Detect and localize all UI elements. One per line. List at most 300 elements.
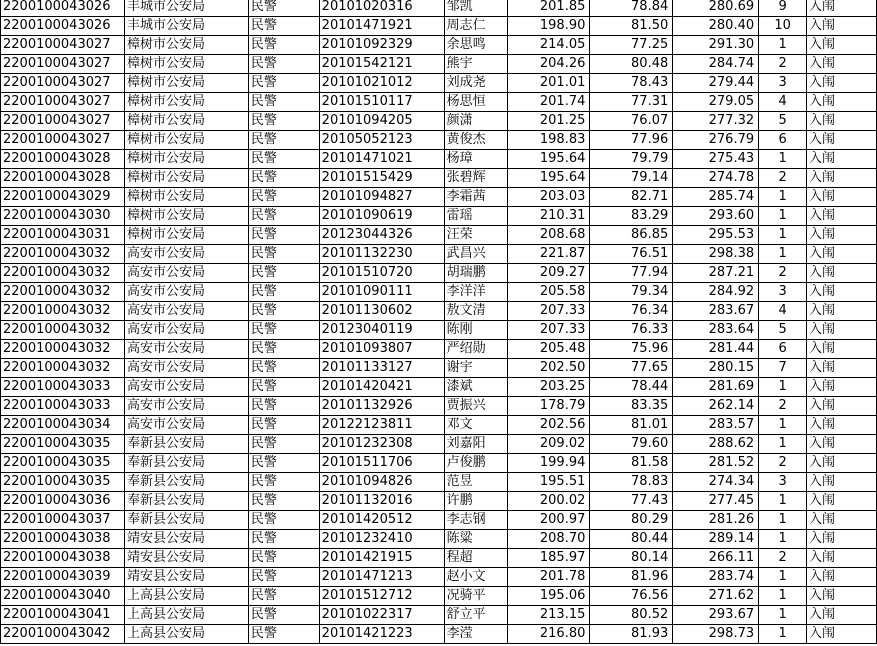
position-code-cell: 2200100043030	[1, 207, 125, 226]
rank-cell: 1	[759, 150, 807, 169]
rank-cell: 6	[759, 131, 807, 150]
status-cell: 入闱	[807, 435, 877, 454]
rank-cell: 6	[759, 340, 807, 359]
written-score-cell: 201.01	[507, 74, 590, 93]
candidate-name-cell: 张碧辉	[444, 169, 507, 188]
physical-score-cell: 83.29	[590, 207, 673, 226]
employer-cell: 樟树市公安局	[124, 131, 248, 150]
written-score-cell: 221.87	[507, 245, 590, 264]
table-row	[1, 264, 877, 283]
total-score-cell: 283.57	[673, 416, 759, 435]
status-cell: 入闱	[807, 321, 877, 340]
employer-cell: 靖安县公安局	[124, 568, 248, 587]
table-row	[1, 340, 877, 359]
position-code-cell: 2200100043027	[1, 112, 125, 131]
table-row	[1, 36, 877, 55]
candidate-name-cell: 卢俊鹏	[444, 454, 507, 473]
exam-number-cell: 20101510117	[319, 93, 444, 112]
job-type-cell: 民警	[248, 264, 319, 283]
physical-score-cell: 81.01	[590, 416, 673, 435]
rank-cell: 1	[759, 207, 807, 226]
job-type-cell: 民警	[248, 492, 319, 511]
employer-cell: 靖安县公安局	[124, 530, 248, 549]
rank-cell: 2	[759, 454, 807, 473]
physical-score-cell: 81.96	[590, 568, 673, 587]
physical-score-cell: 76.56	[590, 587, 673, 606]
written-score-cell: 199.94	[507, 454, 590, 473]
status-cell: 入闱	[807, 93, 877, 112]
physical-score-cell: 78.84	[590, 0, 673, 17]
table-row	[1, 245, 877, 264]
written-score-cell: 201.78	[507, 568, 590, 587]
position-code-cell: 2200100043027	[1, 93, 125, 112]
employer-cell: 樟树市公安局	[124, 150, 248, 169]
status-cell: 入闱	[807, 302, 877, 321]
written-score-cell: 203.25	[507, 378, 590, 397]
employer-cell: 高安市公安局	[124, 359, 248, 378]
table-row	[1, 93, 877, 112]
employer-cell: 樟树市公安局	[124, 207, 248, 226]
table-row	[1, 530, 877, 549]
job-type-cell: 民警	[248, 207, 319, 226]
rank-cell: 9	[759, 0, 807, 17]
employer-cell: 高安市公安局	[124, 397, 248, 416]
status-cell: 入闱	[807, 416, 877, 435]
job-type-cell: 民警	[248, 226, 319, 245]
candidate-name-cell: 程超	[444, 549, 507, 568]
job-type-cell: 民警	[248, 321, 319, 340]
exam-number-cell: 20101420512	[319, 511, 444, 530]
written-score-cell: 208.70	[507, 530, 590, 549]
physical-score-cell: 80.14	[590, 549, 673, 568]
candidate-name-cell: 刘嘉阳	[444, 435, 507, 454]
rank-cell: 1	[759, 511, 807, 530]
physical-score-cell: 77.96	[590, 131, 673, 150]
position-code-cell: 2200100043032	[1, 340, 125, 359]
position-code-cell: 2200100043039	[1, 568, 125, 587]
job-type-cell: 民警	[248, 245, 319, 264]
exam-number-cell: 20101020316	[319, 0, 444, 17]
written-score-cell: 195.64	[507, 150, 590, 169]
exam-number-cell: 20101510720	[319, 264, 444, 283]
rank-cell: 2	[759, 397, 807, 416]
status-cell: 入闱	[807, 188, 877, 207]
candidate-name-cell: 熊宇	[444, 55, 507, 74]
physical-score-cell: 78.43	[590, 74, 673, 93]
rank-cell: 1	[759, 492, 807, 511]
written-score-cell: 201.85	[507, 0, 590, 17]
physical-score-cell: 81.58	[590, 454, 673, 473]
status-cell: 入闱	[807, 454, 877, 473]
job-type-cell: 民警	[248, 112, 319, 131]
rank-cell: 1	[759, 36, 807, 55]
written-score-cell: 204.26	[507, 55, 590, 74]
table-row	[1, 549, 877, 568]
position-code-cell: 2200100043027	[1, 36, 125, 55]
status-cell: 入闱	[807, 549, 877, 568]
employer-cell: 高安市公安局	[124, 416, 248, 435]
table-row	[1, 0, 877, 17]
physical-score-cell: 79.79	[590, 150, 673, 169]
position-code-cell: 2200100043040	[1, 587, 125, 606]
job-type-cell: 民警	[248, 397, 319, 416]
job-type-cell: 民警	[248, 435, 319, 454]
exam-number-cell: 20123040119	[319, 321, 444, 340]
rank-cell: 1	[759, 606, 807, 625]
job-type-cell: 民警	[248, 93, 319, 112]
rank-cell: 5	[759, 321, 807, 340]
rank-cell: 1	[759, 378, 807, 397]
written-score-cell: 200.97	[507, 511, 590, 530]
job-type-cell: 民警	[248, 131, 319, 150]
total-score-cell: 281.69	[673, 378, 759, 397]
table-row	[1, 283, 877, 302]
total-score-cell: 283.74	[673, 568, 759, 587]
status-cell: 入闱	[807, 245, 877, 264]
employer-cell: 丰城市公安局	[124, 0, 248, 17]
job-type-cell: 民警	[248, 74, 319, 93]
rank-cell: 4	[759, 93, 807, 112]
exam-number-cell: 20101132016	[319, 492, 444, 511]
rank-cell: 1	[759, 530, 807, 549]
written-score-cell: 195.64	[507, 169, 590, 188]
physical-score-cell: 77.94	[590, 264, 673, 283]
candidate-name-cell: 谢宇	[444, 359, 507, 378]
candidate-name-cell: 陈刚	[444, 321, 507, 340]
table-row	[1, 207, 877, 226]
status-cell: 入闱	[807, 473, 877, 492]
total-score-cell: 280.15	[673, 359, 759, 378]
job-type-cell: 民警	[248, 530, 319, 549]
written-score-cell: 205.58	[507, 283, 590, 302]
job-type-cell: 民警	[248, 302, 319, 321]
written-score-cell: 200.02	[507, 492, 590, 511]
table-row	[1, 397, 877, 416]
exam-number-cell: 20101090619	[319, 207, 444, 226]
table-row	[1, 625, 877, 644]
status-cell: 入闱	[807, 169, 877, 188]
position-code-cell: 2200100043029	[1, 188, 125, 207]
job-type-cell: 民警	[248, 587, 319, 606]
employer-cell: 上高县公安局	[124, 587, 248, 606]
table-row	[1, 169, 877, 188]
written-score-cell: 209.27	[507, 264, 590, 283]
exam-number-cell: 20101515429	[319, 169, 444, 188]
written-score-cell: 203.03	[507, 188, 590, 207]
table-row	[1, 302, 877, 321]
position-code-cell: 2200100043028	[1, 169, 125, 188]
candidate-name-cell: 陈粱	[444, 530, 507, 549]
position-code-cell: 2200100043032	[1, 321, 125, 340]
candidate-name-cell: 舒立平	[444, 606, 507, 625]
table-row	[1, 150, 877, 169]
rank-cell: 10	[759, 17, 807, 36]
position-code-cell: 2200100043033	[1, 397, 125, 416]
candidate-name-cell: 贾振兴	[444, 397, 507, 416]
written-score-cell: 195.51	[507, 473, 590, 492]
status-cell: 入闱	[807, 359, 877, 378]
rank-cell: 5	[759, 112, 807, 131]
status-cell: 入闱	[807, 0, 877, 17]
candidate-name-cell: 黄俊杰	[444, 131, 507, 150]
position-code-cell: 2200100043032	[1, 264, 125, 283]
employer-cell: 上高县公安局	[124, 625, 248, 644]
employer-cell: 樟树市公安局	[124, 226, 248, 245]
candidate-name-cell: 李霜茜	[444, 188, 507, 207]
job-type-cell: 民警	[248, 454, 319, 473]
rank-cell: 1	[759, 587, 807, 606]
candidate-name-cell: 邹凯	[444, 0, 507, 17]
total-score-cell: 291.30	[673, 36, 759, 55]
job-type-cell: 民警	[248, 283, 319, 302]
rank-cell: 1	[759, 226, 807, 245]
employer-cell: 樟树市公安局	[124, 169, 248, 188]
total-score-cell: 293.67	[673, 606, 759, 625]
physical-score-cell: 77.65	[590, 359, 673, 378]
exam-number-cell: 20101093807	[319, 340, 444, 359]
total-score-cell: 289.14	[673, 530, 759, 549]
total-score-cell: 280.69	[673, 0, 759, 17]
candidate-name-cell: 李滢	[444, 625, 507, 644]
exam-number-cell: 20122123811	[319, 416, 444, 435]
total-score-cell: 295.53	[673, 226, 759, 245]
physical-score-cell: 80.48	[590, 55, 673, 74]
rank-cell: 1	[759, 416, 807, 435]
candidate-name-cell: 周志仁	[444, 17, 507, 36]
job-type-cell: 民警	[248, 36, 319, 55]
status-cell: 入闱	[807, 226, 877, 245]
total-score-cell: 277.32	[673, 112, 759, 131]
total-score-cell: 275.43	[673, 150, 759, 169]
employer-cell: 樟树市公安局	[124, 55, 248, 74]
position-code-cell: 2200100043036	[1, 492, 125, 511]
total-score-cell: 287.21	[673, 264, 759, 283]
employer-cell: 奉新县公安局	[124, 435, 248, 454]
written-score-cell: 207.33	[507, 321, 590, 340]
rank-cell: 1	[759, 568, 807, 587]
candidate-name-cell: 李洋洋	[444, 283, 507, 302]
written-score-cell: 207.33	[507, 302, 590, 321]
employer-cell: 樟树市公安局	[124, 74, 248, 93]
employer-cell: 樟树市公安局	[124, 93, 248, 112]
employer-cell: 高安市公安局	[124, 340, 248, 359]
table-row	[1, 74, 877, 93]
exam-number-cell: 20101512712	[319, 587, 444, 606]
position-code-cell: 2200100043031	[1, 226, 125, 245]
status-cell: 入闱	[807, 131, 877, 150]
exam-number-cell: 20101022317	[319, 606, 444, 625]
status-cell: 入闱	[807, 397, 877, 416]
written-score-cell: 205.48	[507, 340, 590, 359]
written-score-cell: 195.06	[507, 587, 590, 606]
exam-number-cell: 20101232410	[319, 530, 444, 549]
rank-cell: 2	[759, 549, 807, 568]
physical-score-cell: 80.29	[590, 511, 673, 530]
job-type-cell: 民警	[248, 625, 319, 644]
rank-cell: 4	[759, 302, 807, 321]
position-code-cell: 2200100043037	[1, 511, 125, 530]
exam-number-cell: 20101090111	[319, 283, 444, 302]
candidate-name-cell: 武昌兴	[444, 245, 507, 264]
candidate-name-cell: 汪荣	[444, 226, 507, 245]
job-type-cell: 民警	[248, 378, 319, 397]
employer-cell: 上高县公安局	[124, 606, 248, 625]
results-table-body	[1, 0, 877, 644]
position-code-cell: 2200100043035	[1, 435, 125, 454]
written-score-cell: 178.79	[507, 397, 590, 416]
employer-cell: 高安市公安局	[124, 302, 248, 321]
job-type-cell: 民警	[248, 17, 319, 36]
status-cell: 入闱	[807, 625, 877, 644]
exam-number-cell: 20123044326	[319, 226, 444, 245]
position-code-cell: 2200100043032	[1, 245, 125, 264]
job-type-cell: 民警	[248, 169, 319, 188]
total-score-cell: 271.62	[673, 587, 759, 606]
total-score-cell: 276.79	[673, 131, 759, 150]
total-score-cell: 298.73	[673, 625, 759, 644]
status-cell: 入闱	[807, 530, 877, 549]
exam-number-cell: 20101542121	[319, 55, 444, 74]
written-score-cell: 208.68	[507, 226, 590, 245]
status-cell: 入闱	[807, 340, 877, 359]
position-code-cell: 2200100043027	[1, 74, 125, 93]
employer-cell: 高安市公安局	[124, 378, 248, 397]
job-type-cell: 民警	[248, 568, 319, 587]
table-row	[1, 131, 877, 150]
physical-score-cell: 76.33	[590, 321, 673, 340]
total-score-cell: 277.45	[673, 492, 759, 511]
physical-score-cell: 80.52	[590, 606, 673, 625]
written-score-cell: 202.50	[507, 359, 590, 378]
status-cell: 入闱	[807, 150, 877, 169]
physical-score-cell: 82.71	[590, 188, 673, 207]
total-score-cell: 288.62	[673, 435, 759, 454]
table-row	[1, 378, 877, 397]
position-code-cell: 2200100043027	[1, 55, 125, 74]
status-cell: 入闱	[807, 378, 877, 397]
rank-cell: 2	[759, 55, 807, 74]
total-score-cell: 293.60	[673, 207, 759, 226]
table-row	[1, 473, 877, 492]
rank-cell: 3	[759, 473, 807, 492]
candidate-name-cell: 杨思恒	[444, 93, 507, 112]
employer-cell: 樟树市公安局	[124, 112, 248, 131]
job-type-cell: 民警	[248, 359, 319, 378]
table-row	[1, 17, 877, 36]
candidate-name-cell: 颜潇	[444, 112, 507, 131]
position-code-cell: 2200100043035	[1, 473, 125, 492]
written-score-cell: 216.80	[507, 625, 590, 644]
table-row	[1, 568, 877, 587]
written-score-cell: 198.90	[507, 17, 590, 36]
exam-number-cell: 20101132230	[319, 245, 444, 264]
status-cell: 入闱	[807, 511, 877, 530]
candidate-name-cell: 杨璋	[444, 150, 507, 169]
physical-score-cell: 76.07	[590, 112, 673, 131]
physical-score-cell: 80.44	[590, 530, 673, 549]
status-cell: 入闱	[807, 283, 877, 302]
status-cell: 入闱	[807, 264, 877, 283]
physical-score-cell: 86.85	[590, 226, 673, 245]
exam-number-cell: 20101092329	[319, 36, 444, 55]
employer-cell: 奉新县公安局	[124, 473, 248, 492]
candidate-name-cell: 赵小文	[444, 568, 507, 587]
job-type-cell: 民警	[248, 549, 319, 568]
position-code-cell: 2200100043032	[1, 359, 125, 378]
candidate-name-cell: 敖文清	[444, 302, 507, 321]
position-code-cell: 2200100043026	[1, 0, 125, 17]
total-score-cell: 279.44	[673, 74, 759, 93]
rank-cell: 1	[759, 435, 807, 454]
candidate-name-cell: 严绍勋	[444, 340, 507, 359]
exam-number-cell: 20101021012	[319, 74, 444, 93]
total-score-cell: 262.14	[673, 397, 759, 416]
table-row	[1, 511, 877, 530]
rank-cell: 1	[759, 188, 807, 207]
position-code-cell: 2200100043042	[1, 625, 125, 644]
position-code-cell: 2200100043032	[1, 302, 125, 321]
exam-number-cell: 20101094826	[319, 473, 444, 492]
physical-score-cell: 81.93	[590, 625, 673, 644]
total-score-cell: 283.67	[673, 302, 759, 321]
job-type-cell: 民警	[248, 511, 319, 530]
rank-cell: 2	[759, 264, 807, 283]
exam-number-cell: 20101511706	[319, 454, 444, 473]
status-cell: 入闱	[807, 17, 877, 36]
job-type-cell: 民警	[248, 473, 319, 492]
employer-cell: 高安市公安局	[124, 264, 248, 283]
written-score-cell: 213.15	[507, 606, 590, 625]
position-code-cell: 2200100043034	[1, 416, 125, 435]
table-row	[1, 435, 877, 454]
total-score-cell: 274.78	[673, 169, 759, 188]
written-score-cell: 209.02	[507, 435, 590, 454]
physical-score-cell: 79.14	[590, 169, 673, 188]
physical-score-cell: 78.44	[590, 378, 673, 397]
rank-cell: 1	[759, 245, 807, 264]
total-score-cell: 281.44	[673, 340, 759, 359]
candidate-name-cell: 余思鸣	[444, 36, 507, 55]
table-row	[1, 416, 877, 435]
table-row	[1, 359, 877, 378]
physical-score-cell: 83.35	[590, 397, 673, 416]
status-cell: 入闱	[807, 36, 877, 55]
status-cell: 入闱	[807, 207, 877, 226]
employer-cell: 丰城市公安局	[124, 17, 248, 36]
employer-cell: 高安市公安局	[124, 283, 248, 302]
written-score-cell: 201.25	[507, 112, 590, 131]
written-score-cell: 214.05	[507, 36, 590, 55]
written-score-cell: 198.83	[507, 131, 590, 150]
candidate-name-cell: 李志钢	[444, 511, 507, 530]
candidate-name-cell: 胡瑞鹏	[444, 264, 507, 283]
rank-cell: 7	[759, 359, 807, 378]
physical-score-cell: 79.34	[590, 283, 673, 302]
employer-cell: 樟树市公安局	[124, 188, 248, 207]
status-cell: 入闱	[807, 112, 877, 131]
rank-cell: 3	[759, 74, 807, 93]
position-code-cell: 2200100043033	[1, 378, 125, 397]
employer-cell: 奉新县公安局	[124, 492, 248, 511]
exam-number-cell: 20101471021	[319, 150, 444, 169]
physical-score-cell: 76.51	[590, 245, 673, 264]
written-score-cell: 210.31	[507, 207, 590, 226]
candidate-name-cell: 许鹏	[444, 492, 507, 511]
position-code-cell: 2200100043038	[1, 549, 125, 568]
total-score-cell: 281.26	[673, 511, 759, 530]
table-row	[1, 226, 877, 245]
physical-score-cell: 75.96	[590, 340, 673, 359]
